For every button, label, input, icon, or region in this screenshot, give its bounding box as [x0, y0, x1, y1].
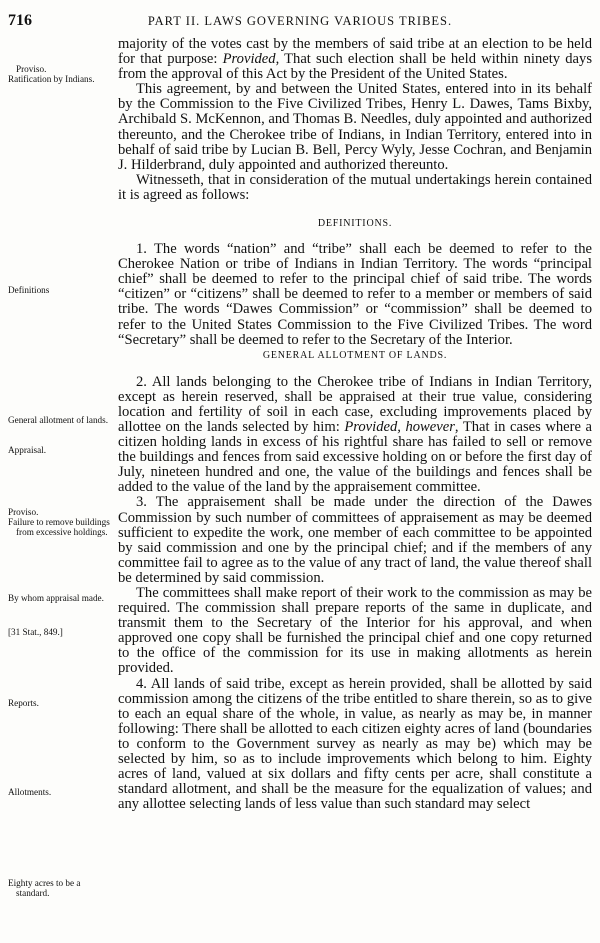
- paragraph-appraisal: [118, 375, 592, 496]
- paragraph-witnesseth: Witnesseth, that in consideration of the mutual undertakings herein contained it is agreed as follows:: [118, 171, 592, 203]
- margin-note-proviso-2: Proviso.: [8, 507, 39, 517]
- margin-note-general-allotment: [8, 415, 112, 425]
- margin-note-appraisal: Appraisal.: [8, 445, 47, 455]
- page-header: [8, 12, 592, 32]
- margin-note-allotments: Allotments.: [8, 787, 52, 797]
- margin-note-proviso: Proviso.: [16, 64, 47, 74]
- margin-note-by-whom-text: By whom appraisal made.: [8, 593, 104, 603]
- page-number: 716: [8, 12, 32, 29]
- margin-note-general-allotment-text: General allotment of lands.: [8, 415, 109, 425]
- paragraph-election-provided: Provided: [222, 51, 276, 68]
- paragraph-appraisal-provided: Provided, however: [344, 418, 455, 435]
- margin-note-proviso-failure: [8, 507, 112, 537]
- margin-note-ratification: Ratification by Indians.: [8, 74, 95, 84]
- paragraph-election: [118, 37, 592, 82]
- paragraph-reports: The committees shall make report of their work to the commission as may be required. The commission shall prepare reports of the same in duplicate, and transmit them to the Secretary of the Interior for his approval, and when approved one copy shall be furnished the principal chief and one copy returned to the office of the commission for its use in making allotments as herein provided.: [118, 585, 592, 677]
- paragraph-election-text-a: majority of the votes cast by the members of said tribe at an election to be held for that purpose:: [118, 36, 592, 68]
- paragraph-agreement: This agreement, by and between the United States, entered into in its behalf by the Commission to the Five Civilized Tribes, Henry L. Dawes, Tams Bixby, Archibald S. McKennon, and Thomas B. Needles, duly appointed and authorized thereunto, and the Cherokee tribe of Indians, in Indian Territory, entered into in behalf of said tribe by Lucian B. Bell, Percy Wyly, Jesse Cochran, and Benjamin J. Hilderbrand, duly appointed and authorized thereunto.: [118, 81, 592, 173]
- main-text: [118, 37, 592, 812]
- running-head: PART II. LAWS GOVERNING VARIOUS TRIBES.: [147, 14, 453, 28]
- paragraph-appraisal-text-b: , That in cases where a citizen holding lands in excess of his rightful share has failed to sell or remove the buildings and fences from said excessive holding on or before the first day of July, nineteen hundred and one, the value of the buildings and fences shall be added to the value of the land by the appraisement committee.: [118, 418, 593, 496]
- margin-note-proviso-ratification: [8, 64, 112, 84]
- paragraph-appraisal-text-a: 2. All lands belonging to the Cherokee tribe of Indians in Indian Territory, except as herein reserved, shall be appraised at their true value, considering location and fertility of soil in each case, excluding improvements placed by allottee on the lands selected by him:: [118, 373, 592, 435]
- margin-note-eighty-acres-text: Eighty acres to be a standard.: [8, 878, 81, 898]
- margin-note-reports: Reports.: [8, 698, 39, 708]
- margin-note-by-whom: [8, 593, 112, 603]
- margin-note-failure-to-remove: Failure to remove buildings from excessive holdings.: [8, 517, 110, 537]
- paragraph-definitions: 1. The words “nation” and “tribe” shall each be deemed to refer to the Cherokee Nation or tribe of Indians in Indian Territory. The words “principal chief” shall be deemed to refer to the principal chief of said tribe. The words “citizen” or “citizens” shall be deemed to refer to a member or members of said tribe. The words “Dawes Commission” or “commission” shall be deemed to refer to the United States Commission to the Five Civilized Tribes. The word “Secretary” shall be deemed to refer to the Secretary of the Interior.: [118, 241, 592, 348]
- paragraph-allotments: 4. All lands of said tribe, except as herein provided, shall be allotted by said commission among the citizens of the tribe entitled to share therein, so as to give to each an equal share of the whole, in value, as nearly as may be, in manner following: There shall be allotted to each citizen eighty acres of land (boundaries to conform to the Government survey as nearly as may be) which may be selected by him, so as to include improvements which belong to him. Eighty acres of land, valued at six dollars and fifty cents per acre, shall constitute a standard allotment, and shall be the measure for the equalization of values; and any allottee selecting lands of less value than such standard may select: [118, 675, 592, 813]
- heading-definitions: DEFINITIONS.: [317, 218, 393, 230]
- paragraph-appraisement-committees: 3. The appraisement shall be made under the direction of the Dawes Commission by such number of committees of appraisement as may be deemed sufficient to expedite the work, one member of each committee to be appointed by said commission and one by the principal chief; and if the members of any committee fail to agree as to the value of any tract of land, the value thereof shall be determined by said commission.: [118, 494, 592, 586]
- margin-note-eighty-acres: [8, 878, 112, 898]
- margin-note-statute-ref: [31 Stat., 849.]: [8, 627, 63, 637]
- margin-note-definitions: Definitions: [8, 285, 50, 295]
- paragraph-election-text-b: , That such election shall be held within ninety days from the approval of this Act by the President of the United States.: [118, 51, 592, 83]
- heading-general-allotment: GENERAL ALLOTMENT OF LANDS.: [262, 349, 448, 361]
